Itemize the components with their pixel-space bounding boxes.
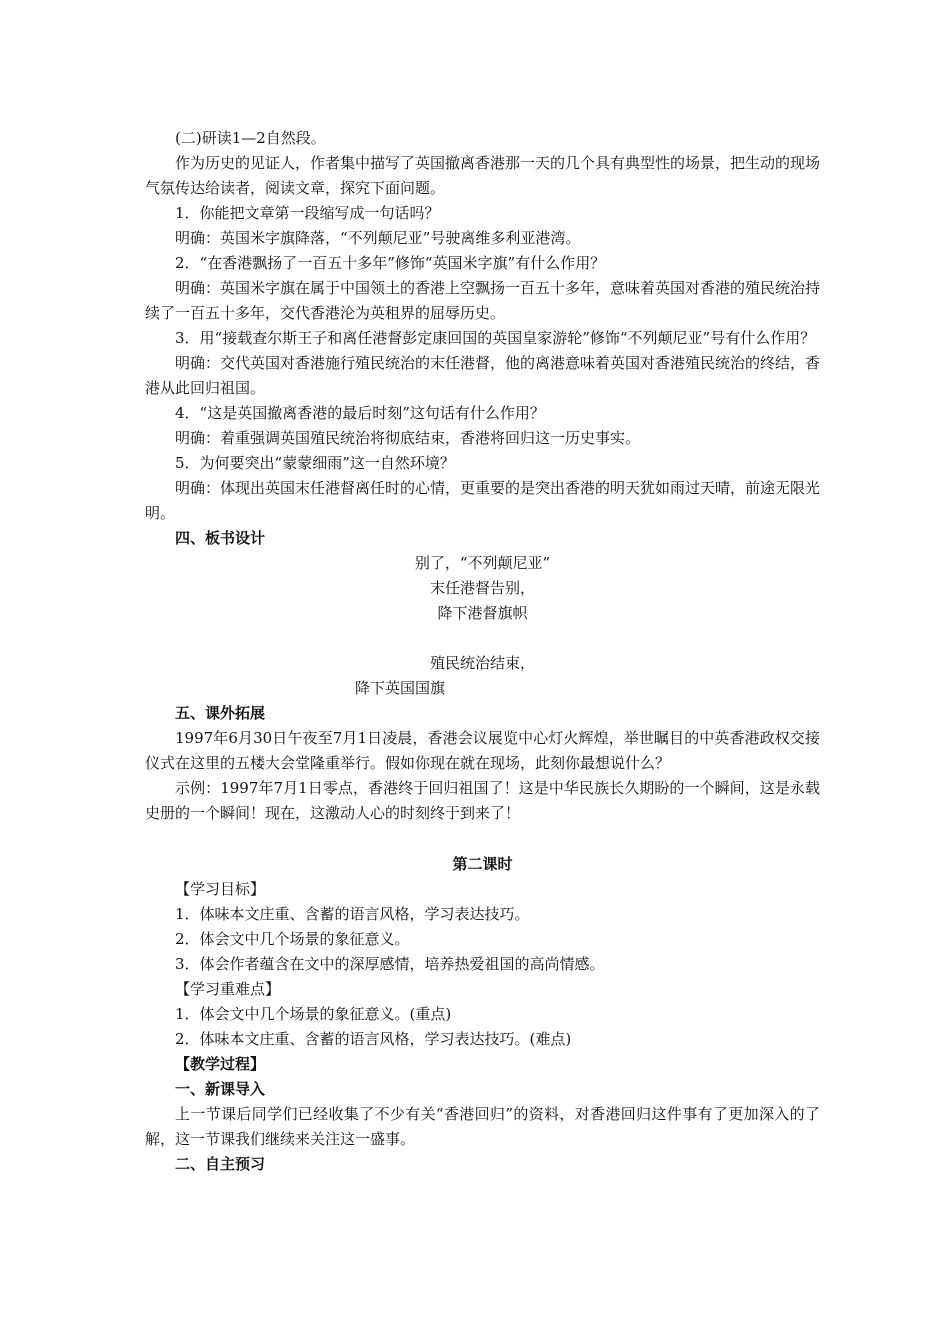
document-content: [145, 126, 820, 1177]
new-lesson-paragraph: 上一节课后同学们已经收集了不少有关“香港回归”的资料，对香港回归这件事有了更加深入的了解，这一节课我们继续来关注这一盛事。: [145, 1105, 820, 1148]
process-heading: 【教学过程】: [175, 1055, 266, 1073]
answer-2: 明确：英国米字旗在属于中国领土的香港上空飘扬一百五十多年，意味着英国对香港的殖民统治持续了一百五十多年，交代香港沦为英租界的屈辱历史。: [145, 279, 821, 322]
question-3: 3．用“接载查尔斯王子和离任港督彭定康回国的英国皇家游轮”修饰“不列颠尼亚”号有什么作用？: [175, 329, 816, 347]
intro-paragraph: 作为历史的见证人，作者集中描写了英国撤离香港那一天的几个具有典型性的场景，把生动的现场气氛传达给读者，阅读文章，探究下面问题。: [145, 154, 821, 197]
answer-3: 明确：交代英国对香港施行殖民统治的末任港督，他的离港意味着英国对香港殖民统治的终结，香港从此回归祖国。: [145, 354, 821, 397]
board-line: 别了，“不列颠尼亚”: [414, 554, 551, 572]
goals-heading: 【学习目标】: [175, 880, 266, 898]
answer-4: 明确：着重强调英国殖民统治将彻底结束，香港将回归这一历史事实。: [175, 429, 641, 447]
spacer: [145, 626, 820, 651]
board-line: 降下英国国旗: [355, 679, 446, 697]
key-point-item: 1．体会文中几个场景的象征意义。(重点): [175, 1005, 452, 1023]
new-lesson-heading: 一、新课导入: [175, 1080, 266, 1098]
question-2: 2．“在香港飘扬了一百五十多年”修饰“英国米字旗”有什么作用？: [175, 254, 606, 272]
goal-item: 2．体会文中几个场景的象征意义。: [175, 930, 410, 948]
section-study-heading: (二)研读1—2自然段。: [175, 129, 326, 147]
board-line: 降下港督旗帜: [437, 604, 528, 622]
key-point-item: 2．体味本文庄重、含蓄的语言风格，学习表达技巧。(难点): [175, 1030, 572, 1048]
key-points-heading: 【学习重难点】: [175, 980, 281, 998]
question-1: 1．你能把文章第一段缩写成一句话吗？: [175, 204, 440, 222]
question-5: 5．为何要突出“蒙蒙细雨”这一自然环境？: [175, 454, 455, 472]
extension-paragraph: 1997年6月30日午夜至7月1日凌晨，香港会议展览中心灯火辉煌，举世瞩目的中英香港政权交接仪式在这里的五楼大会堂隆重举行。假如你现在就在现场，此刻你最想说什么？: [145, 729, 820, 772]
board-heading: 四、板书设计: [175, 529, 266, 547]
extension-example: 示例：1997年7月1日零点，香港终于回归祖国了！这是中华民族长久期盼的一个瞬间，这是永载史册的一个瞬间！现在，这激动人心的时刻终于到来了！: [145, 779, 820, 822]
spacer: [145, 826, 820, 852]
goal-item: 3．体会作者蕴含在文中的深厚感情，培养热爱祖国的高尚情感。: [175, 955, 605, 973]
answer-1: 明确：英国米字旗降落，“不列颠尼亚”号驶离维多利亚港湾。: [175, 229, 581, 247]
board-line: 末任港督告别，: [429, 579, 535, 597]
extension-heading: 五、课外拓展: [175, 704, 266, 722]
goal-item: 1．体味本文庄重、含蓄的语言风格，学习表达技巧。: [175, 905, 530, 923]
answer-5: 明确：体现出英国末任港督离任时的心情，更重要的是突出香港的明天犹如雨过天晴，前途无限光明。: [145, 479, 821, 522]
question-4: 4．“这是英国撤离香港的最后时刻”这句话有什么作用？: [175, 404, 545, 422]
board-line: 殖民统治结束，: [429, 654, 535, 672]
lesson2-title: 第二课时: [452, 855, 513, 873]
self-preview-heading: 二、自主预习: [175, 1155, 266, 1173]
